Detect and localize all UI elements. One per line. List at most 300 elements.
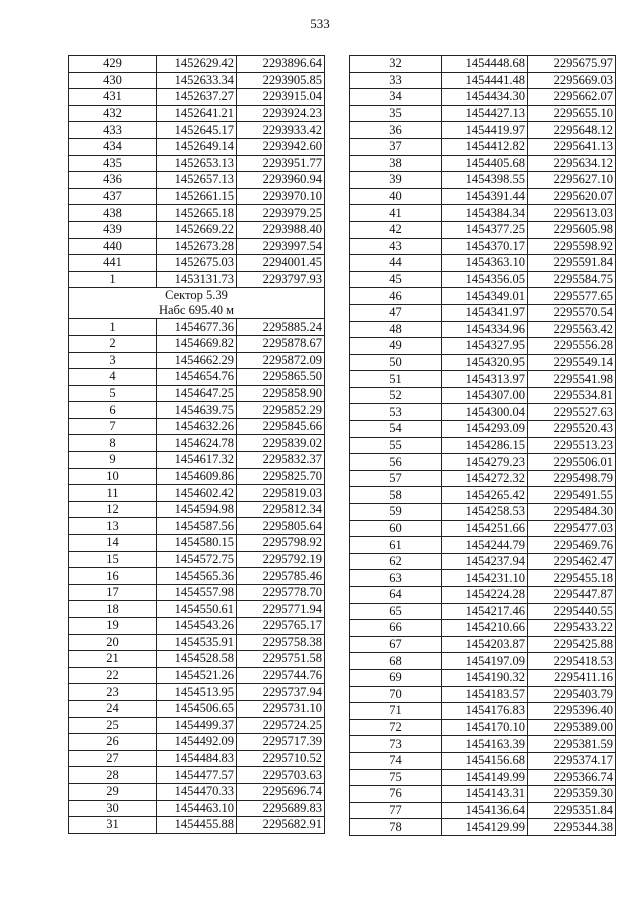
point-number-cell: 14 (69, 535, 157, 552)
point-number-cell: 61 (350, 537, 442, 554)
x-coordinate-cell: 1454669.82 (157, 335, 237, 352)
y-coordinate-cell: 2295351.84 (528, 802, 616, 819)
table-row (69, 56, 325, 73)
x-coordinate-cell: 1454434.30 (442, 89, 528, 106)
point-number-cell: 45 (350, 271, 442, 288)
point-number-cell: 21 (69, 651, 157, 668)
point-number-cell: 44 (350, 255, 442, 272)
point-number-cell: 73 (350, 736, 442, 753)
x-coordinate-cell: 1454572.75 (157, 551, 237, 568)
y-coordinate-cell: 2293924.23 (237, 105, 325, 122)
point-number-cell: 12 (69, 501, 157, 518)
table-row (350, 769, 616, 786)
y-coordinate-cell: 2293933.42 (237, 122, 325, 139)
point-number-cell: 4 (69, 369, 157, 386)
x-coordinate-cell: 1454170.10 (442, 719, 528, 736)
x-coordinate-cell: 1454587.56 (157, 518, 237, 535)
y-coordinate-cell: 2295584.75 (528, 271, 616, 288)
y-coordinate-cell: 2295491.55 (528, 487, 616, 504)
y-coordinate-cell: 2295703.63 (237, 767, 325, 784)
y-coordinate-cell: 2295872.09 (237, 352, 325, 369)
point-number-cell: 26 (69, 734, 157, 751)
x-coordinate-cell: 1454521.26 (157, 667, 237, 684)
sector-header (69, 288, 325, 319)
x-coordinate-cell: 1454197.09 (442, 653, 528, 670)
point-number-cell: 8 (69, 435, 157, 452)
y-coordinate-cell: 2295447.87 (528, 587, 616, 604)
x-coordinate-cell: 1454334.96 (442, 321, 528, 338)
x-coordinate-cell: 1454624.78 (157, 435, 237, 452)
x-coordinate-cell: 1454149.99 (442, 769, 528, 786)
table-row (69, 205, 325, 222)
table-row (350, 188, 616, 205)
y-coordinate-cell: 2295498.79 (528, 470, 616, 487)
y-coordinate-cell: 2295613.03 (528, 205, 616, 222)
point-number-cell: 68 (350, 653, 442, 670)
x-coordinate-cell: 1454190.32 (442, 669, 528, 686)
x-coordinate-cell: 1454136.64 (442, 802, 528, 819)
table-row (350, 553, 616, 570)
x-coordinate-cell: 1454484.83 (157, 750, 237, 767)
table-row (69, 188, 325, 205)
x-coordinate-cell: 1454203.87 (442, 636, 528, 653)
x-coordinate-cell: 1454370.17 (442, 238, 528, 255)
point-number-cell: 30 (69, 800, 157, 817)
table-row (69, 601, 325, 618)
table-row (350, 570, 616, 587)
point-number-cell: 54 (350, 421, 442, 438)
y-coordinate-cell: 2295792.19 (237, 551, 325, 568)
right-rows (350, 56, 616, 836)
x-coordinate-cell: 1454217.46 (442, 603, 528, 620)
table-row (69, 122, 325, 139)
table-row (69, 385, 325, 402)
y-coordinate-cell: 2293960.94 (237, 172, 325, 189)
y-coordinate-cell: 2295798.92 (237, 535, 325, 552)
y-coordinate-cell: 2295425.88 (528, 636, 616, 653)
y-coordinate-cell: 2295455.18 (528, 570, 616, 587)
point-number-cell: 22 (69, 667, 157, 684)
table-row (350, 387, 616, 404)
x-coordinate-cell: 1454639.75 (157, 402, 237, 419)
x-coordinate-cell: 1454463.10 (157, 800, 237, 817)
y-coordinate-cell: 2295751.58 (237, 651, 325, 668)
y-coordinate-cell: 2295717.39 (237, 734, 325, 751)
x-coordinate-cell: 1454279.23 (442, 454, 528, 471)
table-row (350, 321, 616, 338)
x-coordinate-cell: 1452669.22 (157, 221, 237, 238)
table-row (69, 89, 325, 106)
y-coordinate-cell: 2295570.54 (528, 304, 616, 321)
x-coordinate-cell: 1452673.28 (157, 238, 237, 255)
point-number-cell: 7 (69, 418, 157, 435)
table-row (69, 684, 325, 701)
sector-height: Набс 695.40 м (158, 303, 235, 318)
x-coordinate-cell: 1454307.00 (442, 387, 528, 404)
x-coordinate-cell: 1454412.82 (442, 138, 528, 155)
table-row (350, 636, 616, 653)
point-number-cell: 72 (350, 719, 442, 736)
y-coordinate-cell: 2295462.47 (528, 553, 616, 570)
x-coordinate-cell: 1452649.14 (157, 138, 237, 155)
y-coordinate-cell: 2295737.94 (237, 684, 325, 701)
x-coordinate-cell: 1454528.58 (157, 651, 237, 668)
table-row (350, 520, 616, 537)
x-coordinate-cell: 1454391.44 (442, 188, 528, 205)
table-row (350, 620, 616, 637)
sector-row (69, 288, 325, 319)
y-coordinate-cell: 2293797.93 (237, 271, 325, 288)
y-coordinate-cell: 2295577.65 (528, 288, 616, 305)
point-number-cell: 434 (69, 138, 157, 155)
x-coordinate-cell: 1454513.95 (157, 684, 237, 701)
x-coordinate-cell: 1452661.15 (157, 188, 237, 205)
y-coordinate-cell: 2295556.28 (528, 338, 616, 355)
x-coordinate-cell: 1454163.39 (442, 736, 528, 753)
y-coordinate-cell: 2295520.43 (528, 421, 616, 438)
point-number-cell: 63 (350, 570, 442, 587)
y-coordinate-cell: 2295403.79 (528, 686, 616, 703)
table-row (350, 669, 616, 686)
table-row (350, 470, 616, 487)
y-coordinate-cell: 2295381.59 (528, 736, 616, 753)
y-coordinate-cell: 2294001.45 (237, 255, 325, 272)
x-coordinate-cell: 1452633.34 (157, 72, 237, 89)
y-coordinate-cell: 2295605.98 (528, 221, 616, 238)
point-number-cell: 36 (350, 122, 442, 139)
table-row (350, 404, 616, 421)
point-number-cell: 432 (69, 105, 157, 122)
x-coordinate-cell: 1454499.37 (157, 717, 237, 734)
table-row (350, 56, 616, 73)
table-row (69, 105, 325, 122)
table-row (350, 736, 616, 753)
table-row (69, 255, 325, 272)
x-coordinate-cell: 1454183.57 (442, 686, 528, 703)
y-coordinate-cell: 2295845.66 (237, 418, 325, 435)
table-row (350, 122, 616, 139)
y-coordinate-cell: 2295549.14 (528, 354, 616, 371)
table-row (69, 468, 325, 485)
table-row (350, 719, 616, 736)
point-number-cell: 51 (350, 371, 442, 388)
point-number-cell: 435 (69, 155, 157, 172)
table-row (350, 454, 616, 471)
x-coordinate-cell: 1454535.91 (157, 634, 237, 651)
point-number-cell: 42 (350, 221, 442, 238)
y-coordinate-cell: 2295641.13 (528, 138, 616, 155)
y-coordinate-cell: 2295440.55 (528, 603, 616, 620)
x-coordinate-cell: 1454293.09 (442, 421, 528, 438)
y-coordinate-cell: 2295648.12 (528, 122, 616, 139)
table-row (69, 319, 325, 336)
table-row (69, 634, 325, 651)
table-row (350, 271, 616, 288)
point-number-cell: 67 (350, 636, 442, 653)
y-coordinate-cell: 2295778.70 (237, 584, 325, 601)
y-coordinate-cell: 2295839.02 (237, 435, 325, 452)
point-number-cell: 43 (350, 238, 442, 255)
table-row (350, 421, 616, 438)
point-number-cell: 70 (350, 686, 442, 703)
table-row (69, 369, 325, 386)
table-row (69, 138, 325, 155)
y-coordinate-cell: 2295344.38 (528, 819, 616, 836)
table-row (350, 288, 616, 305)
x-coordinate-cell: 1454617.32 (157, 452, 237, 469)
point-number-cell: 56 (350, 454, 442, 471)
table-row (350, 255, 616, 272)
point-number-cell: 47 (350, 304, 442, 321)
table-row (69, 734, 325, 751)
y-coordinate-cell: 2295484.30 (528, 504, 616, 521)
y-coordinate-cell: 2295689.83 (237, 800, 325, 817)
y-coordinate-cell: 2295627.10 (528, 172, 616, 189)
table-row (69, 535, 325, 552)
table-row (69, 72, 325, 89)
point-number-cell: 13 (69, 518, 157, 535)
point-number-cell: 1 (69, 271, 157, 288)
y-coordinate-cell: 2295771.94 (237, 601, 325, 618)
y-coordinate-cell: 2293896.64 (237, 56, 325, 73)
table-row (69, 402, 325, 419)
table-row (69, 335, 325, 352)
table-row (350, 205, 616, 222)
x-coordinate-cell: 1452657.13 (157, 172, 237, 189)
x-coordinate-cell: 1454258.53 (442, 504, 528, 521)
table-row (350, 487, 616, 504)
table-row (350, 587, 616, 604)
x-coordinate-cell: 1454647.25 (157, 385, 237, 402)
table-row (69, 651, 325, 668)
table-row (350, 537, 616, 554)
point-number-cell: 55 (350, 437, 442, 454)
table-row (350, 802, 616, 819)
x-coordinate-cell: 1454455.88 (157, 817, 237, 834)
point-number-cell: 64 (350, 587, 442, 604)
table-row (69, 667, 325, 684)
table-row (69, 750, 325, 767)
y-coordinate-cell: 2293979.25 (237, 205, 325, 222)
point-number-cell: 433 (69, 122, 157, 139)
x-coordinate-cell: 1454156.68 (442, 752, 528, 769)
x-coordinate-cell: 1454224.28 (442, 587, 528, 604)
x-coordinate-cell: 1454320.95 (442, 354, 528, 371)
table-row (69, 817, 325, 834)
table-row (69, 221, 325, 238)
x-coordinate-cell: 1454419.97 (442, 122, 528, 139)
y-coordinate-cell: 2295433.22 (528, 620, 616, 637)
point-number-cell: 17 (69, 584, 157, 601)
y-coordinate-cell: 2295598.92 (528, 238, 616, 255)
point-number-cell: 71 (350, 703, 442, 720)
table-row (69, 551, 325, 568)
point-number-cell: 34 (350, 89, 442, 106)
y-coordinate-cell: 2295812.34 (237, 501, 325, 518)
table-row (350, 819, 616, 836)
sector-name: Сектор 5.39 (165, 288, 228, 303)
point-number-cell: 58 (350, 487, 442, 504)
point-number-cell: 65 (350, 603, 442, 620)
y-coordinate-cell: 2295662.07 (528, 89, 616, 106)
point-number-cell: 431 (69, 89, 157, 106)
point-number-cell: 38 (350, 155, 442, 172)
y-coordinate-cell: 2295513.23 (528, 437, 616, 454)
y-coordinate-cell: 2295785.46 (237, 568, 325, 585)
table-row (350, 504, 616, 521)
x-coordinate-cell: 1454384.34 (442, 205, 528, 222)
point-number-cell: 10 (69, 468, 157, 485)
table-row (69, 485, 325, 502)
table-row (69, 271, 325, 288)
x-coordinate-cell: 1454377.25 (442, 221, 528, 238)
x-coordinate-cell: 1454327.95 (442, 338, 528, 355)
point-number-cell: 29 (69, 783, 157, 800)
y-coordinate-cell: 2293905.85 (237, 72, 325, 89)
x-coordinate-cell: 1454448.68 (442, 56, 528, 73)
y-coordinate-cell: 2295541.98 (528, 371, 616, 388)
y-coordinate-cell: 2295858.90 (237, 385, 325, 402)
point-number-cell: 9 (69, 452, 157, 469)
table-row (69, 155, 325, 172)
table-row (69, 352, 325, 369)
y-coordinate-cell: 2295765.17 (237, 618, 325, 635)
point-number-cell: 23 (69, 684, 157, 701)
x-coordinate-cell: 1452637.27 (157, 89, 237, 106)
x-coordinate-cell: 1454565.36 (157, 568, 237, 585)
table-row (350, 155, 616, 172)
table-row (350, 786, 616, 803)
x-coordinate-cell: 1454477.57 (157, 767, 237, 784)
x-coordinate-cell: 1454543.26 (157, 618, 237, 635)
x-coordinate-cell: 1454602.42 (157, 485, 237, 502)
y-coordinate-cell: 2295506.01 (528, 454, 616, 471)
y-coordinate-cell: 2295366.74 (528, 769, 616, 786)
x-coordinate-cell: 1454427.13 (442, 105, 528, 122)
page-number: 533 (310, 16, 330, 31)
point-number-cell: 57 (350, 470, 442, 487)
x-coordinate-cell: 1454506.65 (157, 700, 237, 717)
point-number-cell: 438 (69, 205, 157, 222)
left-top-rows (69, 56, 325, 288)
point-number-cell: 77 (350, 802, 442, 819)
x-coordinate-cell: 1453131.73 (157, 271, 237, 288)
y-coordinate-cell: 2295885.24 (237, 319, 325, 336)
x-coordinate-cell: 1454244.79 (442, 537, 528, 554)
point-number-cell: 441 (69, 255, 157, 272)
x-coordinate-cell: 1454176.83 (442, 703, 528, 720)
table-row (350, 72, 616, 89)
point-number-cell: 27 (69, 750, 157, 767)
y-coordinate-cell: 2295696.74 (237, 783, 325, 800)
point-number-cell: 69 (350, 669, 442, 686)
y-coordinate-cell: 2295620.07 (528, 188, 616, 205)
table-row (350, 138, 616, 155)
point-number-cell: 31 (69, 817, 157, 834)
y-coordinate-cell: 2295744.76 (237, 667, 325, 684)
point-number-cell: 1 (69, 319, 157, 336)
y-coordinate-cell: 2295878.67 (237, 335, 325, 352)
x-coordinate-cell: 1452675.03 (157, 255, 237, 272)
x-coordinate-cell: 1454677.36 (157, 319, 237, 336)
point-number-cell: 16 (69, 568, 157, 585)
y-coordinate-cell: 2295710.52 (237, 750, 325, 767)
table-row (69, 435, 325, 452)
x-coordinate-cell: 1454632.26 (157, 418, 237, 435)
x-coordinate-cell: 1454609.86 (157, 468, 237, 485)
point-number-cell: 25 (69, 717, 157, 734)
table-row (350, 105, 616, 122)
point-number-cell: 50 (350, 354, 442, 371)
table-row (69, 418, 325, 435)
x-coordinate-cell: 1454654.76 (157, 369, 237, 386)
table-row (69, 518, 325, 535)
point-number-cell: 66 (350, 620, 442, 637)
y-coordinate-cell: 2295396.40 (528, 703, 616, 720)
x-coordinate-cell: 1454363.10 (442, 255, 528, 272)
x-coordinate-cell: 1454272.32 (442, 470, 528, 487)
point-number-cell: 75 (350, 769, 442, 786)
y-coordinate-cell: 2295819.03 (237, 485, 325, 502)
point-number-cell: 430 (69, 72, 157, 89)
x-coordinate-cell: 1454470.33 (157, 783, 237, 800)
left-bottom-rows (69, 319, 325, 833)
point-number-cell: 19 (69, 618, 157, 635)
point-number-cell: 6 (69, 402, 157, 419)
x-coordinate-cell: 1454356.05 (442, 271, 528, 288)
table-row (350, 752, 616, 769)
point-number-cell: 40 (350, 188, 442, 205)
x-coordinate-cell: 1454557.98 (157, 584, 237, 601)
point-number-cell: 35 (350, 105, 442, 122)
point-number-cell: 62 (350, 553, 442, 570)
point-number-cell: 78 (350, 819, 442, 836)
x-coordinate-cell: 1452653.13 (157, 155, 237, 172)
y-coordinate-cell: 2295389.00 (528, 719, 616, 736)
table-row (69, 618, 325, 635)
y-coordinate-cell: 2295832.37 (237, 452, 325, 469)
x-coordinate-cell: 1454550.61 (157, 601, 237, 618)
y-coordinate-cell: 2295477.03 (528, 520, 616, 537)
table-row (69, 568, 325, 585)
y-coordinate-cell: 2295682.91 (237, 817, 325, 834)
y-coordinate-cell: 2295591.84 (528, 255, 616, 272)
sector-cell (69, 288, 325, 319)
x-coordinate-cell: 1452641.21 (157, 105, 237, 122)
y-coordinate-cell: 2295805.64 (237, 518, 325, 535)
x-coordinate-cell: 1452645.17 (157, 122, 237, 139)
coordinates-table-left (68, 55, 325, 834)
table-row (69, 584, 325, 601)
point-number-cell: 440 (69, 238, 157, 255)
x-coordinate-cell: 1454210.66 (442, 620, 528, 637)
table-row (350, 338, 616, 355)
x-coordinate-cell: 1454129.99 (442, 819, 528, 836)
x-coordinate-cell: 1454313.97 (442, 371, 528, 388)
point-number-cell: 37 (350, 138, 442, 155)
point-number-cell: 11 (69, 485, 157, 502)
point-number-cell: 52 (350, 387, 442, 404)
point-number-cell: 439 (69, 221, 157, 238)
table-row (350, 304, 616, 321)
y-coordinate-cell: 2293970.10 (237, 188, 325, 205)
y-coordinate-cell: 2295411.16 (528, 669, 616, 686)
point-number-cell: 39 (350, 172, 442, 189)
x-coordinate-cell: 1454349.01 (442, 288, 528, 305)
y-coordinate-cell: 2295359.30 (528, 786, 616, 803)
table-row (350, 89, 616, 106)
point-number-cell: 32 (350, 56, 442, 73)
